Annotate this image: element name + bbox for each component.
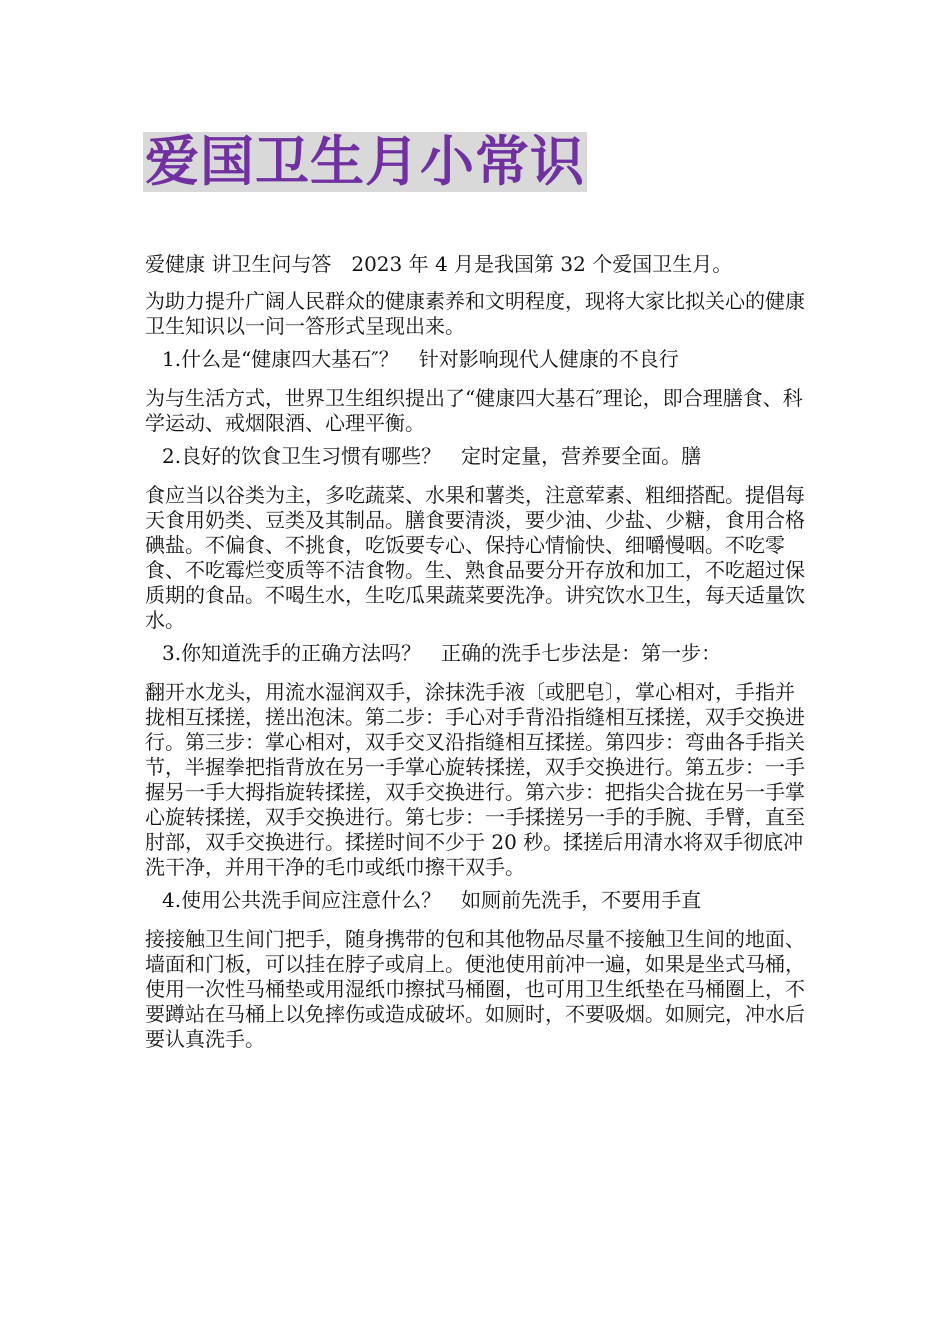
answer-4-rest: 接接触卫生间门把手，随身携带的包和其他物品尽量不接触卫生间的地面、墙面和门板，可以挂在脖子或肩上。便池使用前冲一遍，如果是坐式马桶，使用一次性马桶垫或用湿纸巾擦拭马桶圈，也可用卫生纸垫在马桶圈上，不要蹲站在马桶上以免摔伤或造成破坏。如厕时，不要吸烟。如厕完，冲水后要认真洗手。 bbox=[145, 927, 805, 1051]
question-2-text: 2.良好的饮食卫生习惯有哪些？ bbox=[162, 444, 442, 468]
intro-paragraph bbox=[145, 252, 810, 277]
intro-text: 为助力提升广阔人民群众的健康素养和文明程度，现将大家比拟关心的健康卫生知识以一问一答形式呈现出来。 bbox=[145, 289, 805, 338]
answer-1-first: 针对影响现代人健康的不良行 bbox=[418, 347, 679, 371]
answer-1-rest: 为与生活方式，世界卫生组织提出了“健康四大基石″理论，即合理膳食、科学运动、戒烟限酒、心理平衡。 bbox=[145, 386, 803, 435]
question-4-text: 4.使用公共洗手间应注意什么？ bbox=[162, 888, 442, 912]
question-2 bbox=[145, 444, 810, 469]
question-1 bbox=[145, 347, 810, 372]
answer-3-first: 正确的洗手七步法是：第一步： bbox=[441, 641, 722, 665]
intro-date-sentence: 2023 年 4 月是我国第 32 个爱国卫生月。 bbox=[351, 252, 733, 276]
question-3 bbox=[145, 641, 810, 666]
answer-4-first: 如厕前先洗手，不要用手直 bbox=[461, 888, 702, 912]
question-4 bbox=[145, 888, 810, 913]
title-block bbox=[143, 132, 587, 192]
intro-heading: 爱健康 讲卫生问与答 bbox=[145, 252, 332, 276]
document-body bbox=[145, 252, 810, 1060]
question-3-text: 3.你知道洗手的正确方法吗？ bbox=[162, 641, 422, 665]
answer-2-first: 定时定量，营养要全面。膳 bbox=[461, 444, 702, 468]
answer-3-rest: 翻开水龙头，用流水湿润双手，涂抹洗手液〔或肥皂〕，掌心相对，手指并拢相互揉搓，搓出泡沫。第二步：手心对手背沿指缝相互揉搓，双手交换进行。第三步：掌心相对，双手交叉沿指缝相互揉搓。第四步：弯曲各手指关节，半握拳把指背放在另一手掌心旋转揉搓，双手交换进行。第五步：一手握另一手大拇指旋转揉搓，双手交换进行。第六步：把指尖合拢在另一手掌心旋转揉搓，双手交换进行。第七步：一手揉搓另一手的手腕、手臂，直至肘部，双手交换进行。揉搓时间不少于 20 秒。揉搓后用清水将双手彻底冲洗干净，并用干净的毛巾或纸巾擦干双手。 bbox=[145, 680, 805, 879]
answer-2-rest: 食应当以谷类为主，多吃蔬菜、水果和薯类，注意荤素、粗细搭配。提倡每天食用奶类、豆类及其制品。膳食要清淡，要少油、少盐、少糖，食用合格碘盐。不偏食、不挑食，吃饭要专心、保持心情愉快、细嚼慢咽。不吃零食、不吃霉烂变质等不洁食物。生、熟食品要分开存放和加工，不吃超过保质期的食品。不喝生水，生吃瓜果蔬菜要洗净。讲究饮水卫生，每天适量饮水。 bbox=[145, 483, 805, 632]
question-1-text: 1.什么是“健康四大基石″？ bbox=[162, 347, 399, 371]
page-title: 爱国卫生月小常识 bbox=[145, 130, 585, 193]
